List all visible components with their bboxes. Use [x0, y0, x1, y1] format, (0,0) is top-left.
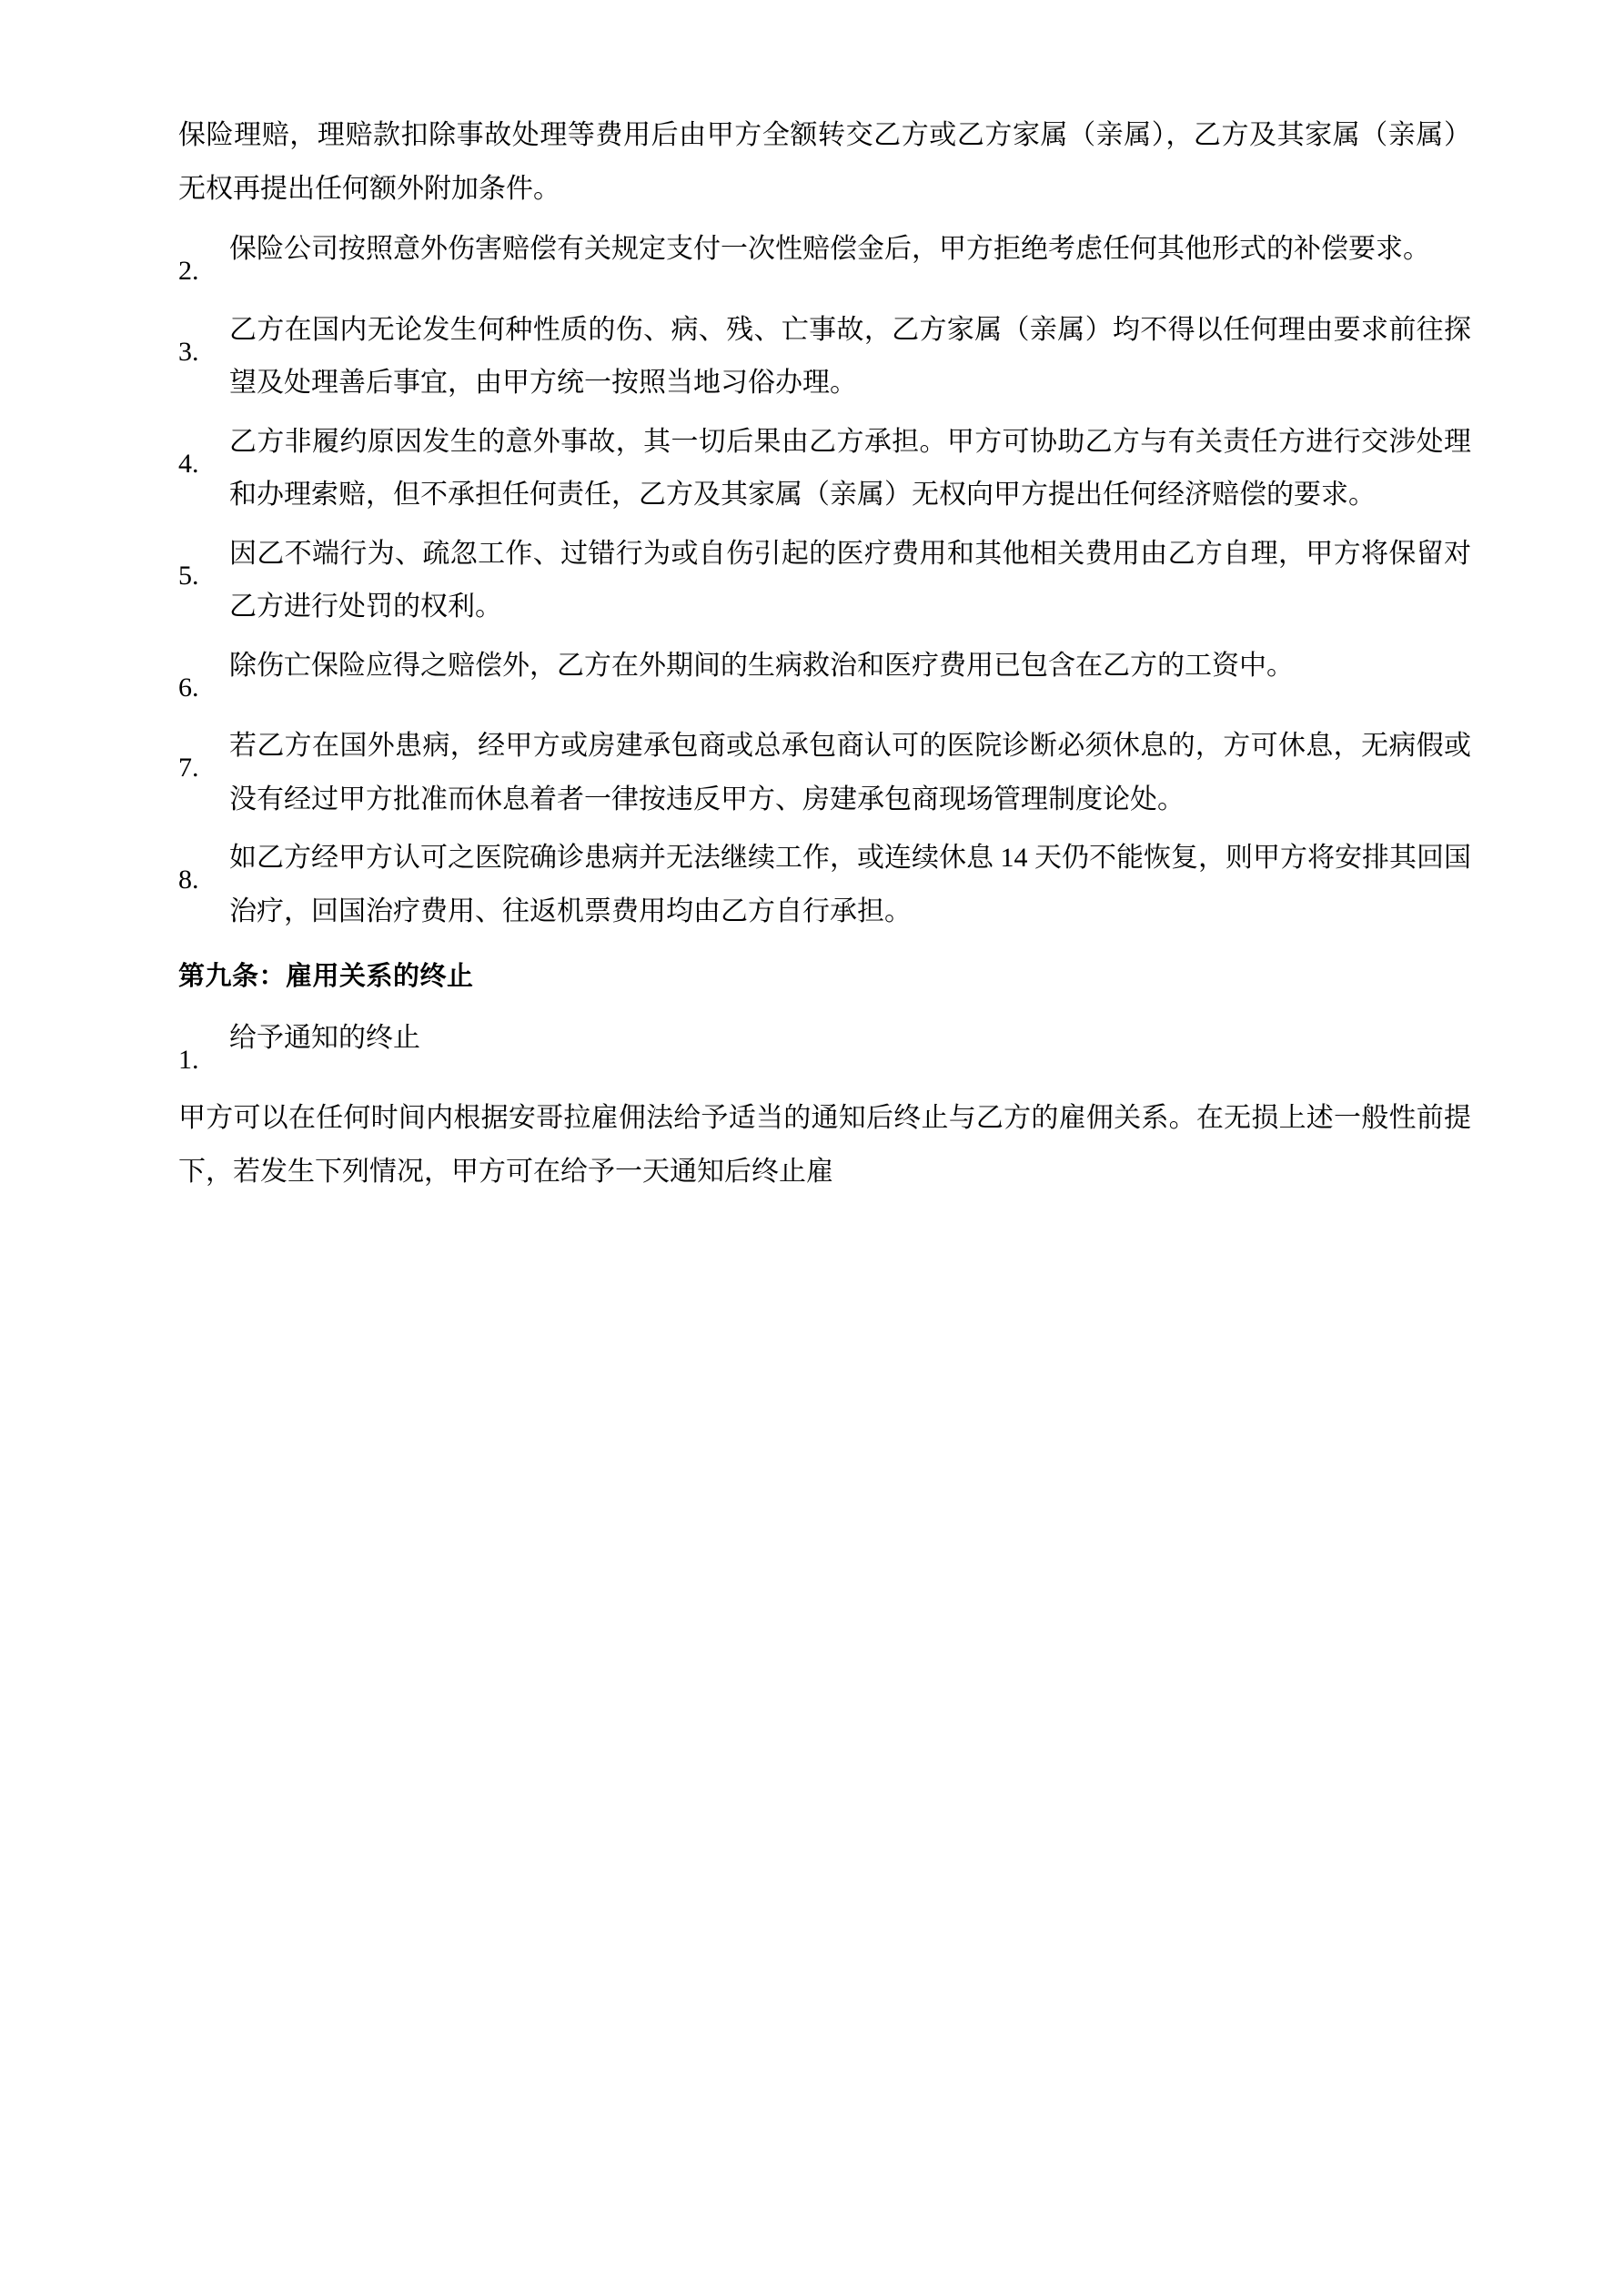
list-item-number: 5. [178, 560, 199, 591]
list-item [178, 832, 1471, 938]
list-item [178, 416, 1471, 522]
list-item-text: 给予通知的终止 [229, 1022, 420, 1053]
list-item-number: 2. [178, 256, 199, 286]
list-item-number: 1. [178, 1044, 199, 1075]
list-item-number: 7. [178, 753, 199, 783]
list-item-text: 乙方在国内无论发生何种性质的伤、病、残、亡事故，乙方家属（亲属）均不得以任何理由要求前往探望及处理善后事宜，由甲方统一按照当地习俗办理。 [229, 314, 1471, 398]
list-item-text: 因乙不端行为、疏忽工作、过错行为或自伤引起的医疗费用和其他相关费用由乙方自理，甲方将保留对乙方进行处罚的权利。 [229, 538, 1471, 622]
list-item-number: 6. [178, 672, 199, 703]
list-item [178, 720, 1471, 826]
document-body [178, 109, 1471, 1199]
list-item [178, 1012, 1471, 1087]
list-item-text: 乙方非履约原因发生的意外事故，其一切后果由乙方承担。甲方可协助乙方与有关责任方进行交涉处理和办理索赔，但不承担任何责任，乙方及其家属（亲属）无权向甲方提出任何经济赔偿的要求。 [229, 426, 1471, 510]
list-item-number: 3. [178, 336, 199, 367]
section-body-paragraph: 甲方可以在任何时间内根据安哥拉雇佣法给予适当的通知后终止与乙方的雇佣关系。在无损上述一般性前提下，若发生下列情况，甲方可在给予一天通知后终止雇 [178, 1103, 1471, 1187]
list-item [178, 640, 1471, 715]
section-heading: 第九条：雇用关系的终止 [178, 962, 474, 991]
list-item [178, 304, 1471, 410]
list-item-number: 4. [178, 448, 199, 479]
list-item [178, 223, 1471, 298]
list-item-number: 8. [178, 865, 199, 895]
paragraph-continuation: 保险理赔，理赔款扣除事故处理等费用后由甲方全额转交乙方或乙方家属（亲属），乙方及其家属（亲属）无权再提出任何额外附加条件。 [178, 120, 1471, 204]
list-item [178, 528, 1471, 634]
list-item-text: 除伤亡保险应得之赔偿外，乙方在外期间的生病救治和医疗费用已包含在乙方的工资中。 [229, 650, 1294, 681]
list-item-text: 若乙方在国外患病，经甲方或房建承包商或总承包商认可的医院诊断必须休息的，方可休息，无病假或没有经过甲方批准而休息着者一律按违反甲方、房建承包商现场管理制度论处。 [229, 731, 1471, 814]
list-item-text: 保险公司按照意外伤害赔偿有关规定支付一次性赔偿金后，甲方拒绝考虑任何其他形式的补偿要求。 [229, 234, 1430, 264]
list-item-text: 如乙方经甲方认可之医院确诊患病并无法继续工作，或连续休息 14 天仍不能恢复，则甲方将安排其回国治疗，回国治疗费用、往返机票费用均由乙方自行承担。 [229, 843, 1471, 926]
